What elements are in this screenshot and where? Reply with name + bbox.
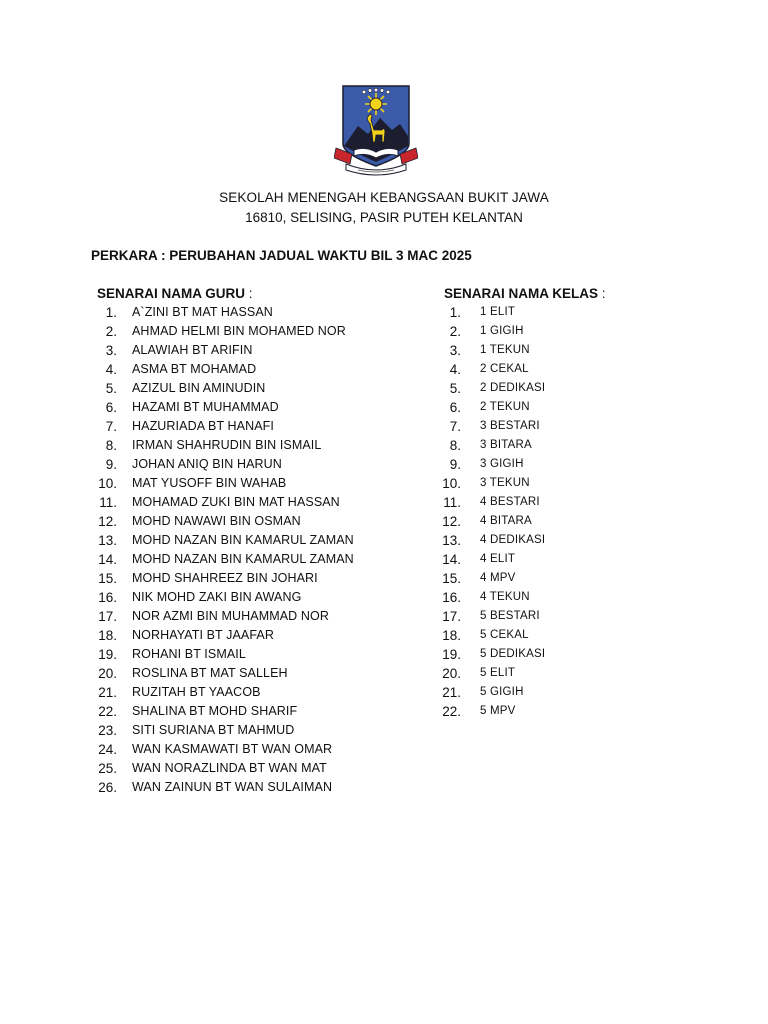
class-name: 3 BITARA	[480, 439, 532, 451]
teacher-item	[91, 588, 354, 607]
class-name: 3 TEKUN	[480, 477, 530, 489]
class-heading-colon: :	[598, 286, 606, 301]
teacher-number: 19.	[98, 647, 117, 662]
class-number: 5.	[449, 381, 461, 396]
class-item	[441, 550, 545, 569]
document-subject: PERKARA : PERUBAHAN JADUAL WAKTU BIL 3 MAC 2025	[91, 248, 472, 263]
class-number: 4.	[449, 362, 461, 377]
teacher-item	[91, 683, 354, 702]
teacher-number: 4.	[105, 362, 117, 377]
class-number: 16.	[442, 590, 461, 605]
class-number: 8.	[449, 438, 461, 453]
class-item	[441, 341, 545, 360]
teacher-number: 17.	[98, 609, 117, 624]
class-name: 4 ELIT	[480, 553, 516, 565]
class-name: 5 DEDIKASI	[480, 648, 546, 660]
class-item	[441, 360, 545, 379]
teacher-number: 26.	[98, 780, 117, 795]
teacher-name: ASMA BT MOHAMAD	[132, 362, 257, 376]
class-number: 22.	[442, 704, 461, 719]
teacher-list-heading	[97, 286, 253, 301]
teacher-number: 20.	[98, 666, 117, 681]
teacher-name: JOHAN ANIQ BIN HARUN	[132, 457, 282, 471]
class-number: 19.	[442, 647, 461, 662]
teacher-number: 5.	[105, 381, 117, 396]
teacher-item	[91, 759, 354, 778]
teacher-number: 25.	[98, 761, 117, 776]
teacher-name: AHMAD HELMI BIN MOHAMED NOR	[132, 324, 346, 338]
class-name: 5 CEKAL	[480, 629, 529, 641]
class-list	[441, 303, 545, 721]
teacher-heading-text: SENARAI NAMA GURU	[97, 286, 245, 301]
teacher-number: 8.	[105, 438, 117, 453]
class-item	[441, 626, 545, 645]
class-item	[441, 303, 545, 322]
teacher-name: SHALINA BT MOHD SHARIF	[132, 704, 298, 718]
class-number: 21.	[442, 685, 461, 700]
school-name: SEKOLAH MENENGAH KEBANGSAAN BUKIT JAWA	[219, 190, 549, 205]
teacher-item	[91, 626, 354, 645]
class-item	[441, 379, 545, 398]
teacher-number: 22.	[98, 704, 117, 719]
teacher-item	[91, 740, 354, 759]
teacher-item	[91, 607, 354, 626]
teacher-item	[91, 417, 354, 436]
class-item	[441, 569, 545, 588]
teacher-number: 15.	[98, 571, 117, 586]
teacher-item	[91, 550, 354, 569]
teacher-heading-colon: :	[245, 286, 253, 301]
teacher-number: 7.	[105, 419, 117, 434]
teacher-item	[91, 531, 354, 550]
class-name: 5 ELIT	[480, 667, 516, 679]
teacher-name: MOHD NAZAN BIN KAMARUL ZAMAN	[132, 552, 354, 566]
teacher-name: IRMAN SHAHRUDIN BIN ISMAIL	[132, 438, 322, 452]
teacher-number: 1.	[105, 305, 117, 320]
teacher-number: 23.	[98, 723, 117, 738]
teacher-item	[91, 493, 354, 512]
class-name: 5 GIGIH	[480, 686, 524, 698]
teacher-number: 13.	[98, 533, 117, 548]
teacher-item	[91, 702, 354, 721]
class-name: 4 DEDIKASI	[480, 534, 546, 546]
class-number: 12.	[442, 514, 461, 529]
class-name: 5 MPV	[480, 705, 516, 717]
teacher-name: WAN NORAZLINDA BT WAN MAT	[132, 761, 327, 775]
teacher-number: 2.	[105, 324, 117, 339]
class-number: 18.	[442, 628, 461, 643]
teacher-item	[91, 341, 354, 360]
class-item	[441, 455, 545, 474]
school-crest-logo	[334, 84, 418, 180]
teacher-number: 14.	[98, 552, 117, 567]
teacher-item	[91, 721, 354, 740]
class-name: 2 DEDIKASI	[480, 382, 546, 394]
teacher-number: 21.	[98, 685, 117, 700]
class-name: 1 TEKUN	[480, 344, 530, 356]
class-name: 4 BITARA	[480, 515, 532, 527]
teacher-number: 9.	[105, 457, 117, 472]
teacher-name: MOHAMAD ZUKI BIN MAT HASSAN	[132, 495, 340, 509]
class-number: 11.	[443, 495, 461, 510]
class-item	[441, 664, 545, 683]
class-item	[441, 474, 545, 493]
teacher-name: WAN KASMAWATI BT WAN OMAR	[132, 742, 333, 756]
teacher-number: 12.	[98, 514, 117, 529]
class-name: 5 BESTARI	[480, 610, 540, 622]
class-number: 2.	[449, 324, 461, 339]
class-item	[441, 607, 545, 626]
teacher-name: MAT YUSOFF BIN WAHAB	[132, 476, 287, 490]
class-heading-text: SENARAI NAMA KELAS	[444, 286, 599, 301]
class-name: 4 MPV	[480, 572, 516, 584]
teacher-name: RUZITAH BT YAACOB	[132, 685, 261, 699]
class-number: 10.	[442, 476, 461, 491]
teacher-item	[91, 379, 354, 398]
class-number: 14.	[442, 552, 461, 567]
teacher-name: NORHAYATI BT JAAFAR	[132, 628, 274, 642]
class-item	[441, 493, 545, 512]
teacher-item	[91, 512, 354, 531]
class-number: 1.	[449, 305, 461, 320]
teacher-item	[91, 322, 354, 341]
teacher-name: MOHD NAZAN BIN KAMARUL ZAMAN	[132, 533, 354, 547]
class-name: 3 BESTARI	[480, 420, 540, 432]
teacher-item	[91, 664, 354, 683]
class-number: 17.	[442, 609, 461, 624]
teacher-number: 6.	[105, 400, 117, 415]
teacher-number: 18.	[98, 628, 117, 643]
teacher-item	[91, 360, 354, 379]
class-item	[441, 398, 545, 417]
teacher-item	[91, 436, 354, 455]
class-item	[441, 531, 545, 550]
teacher-list	[91, 303, 354, 797]
teacher-item	[91, 455, 354, 474]
teacher-item	[91, 303, 354, 322]
teacher-name: A`ZINI BT MAT HASSAN	[132, 305, 273, 319]
teacher-name: NOR AZMI BIN MUHAMMAD NOR	[132, 609, 329, 623]
class-name: 2 CEKAL	[480, 363, 529, 375]
class-number: 15.	[442, 571, 461, 586]
teacher-item	[91, 474, 354, 493]
school-address: 16810, SELISING, PASIR PUTEH KELANTAN	[245, 210, 523, 225]
teacher-number: 11.	[99, 495, 117, 510]
teacher-number: 3.	[105, 343, 117, 358]
teacher-number: 16.	[98, 590, 117, 605]
teacher-name: ROHANI BT ISMAIL	[132, 647, 246, 661]
class-name: 3 GIGIH	[480, 458, 524, 470]
teacher-name: MOHD NAWAWI BIN OSMAN	[132, 514, 301, 528]
teacher-name: AZIZUL BIN AMINUDIN	[132, 381, 266, 395]
class-item	[441, 645, 545, 664]
class-number: 9.	[449, 457, 461, 472]
teacher-name: SITI SURIANA BT MAHMUD	[132, 723, 295, 737]
class-item	[441, 702, 545, 721]
teacher-item	[91, 645, 354, 664]
class-item	[441, 436, 545, 455]
class-item	[441, 683, 545, 702]
teacher-name: HAZURIADA BT HANAFI	[132, 419, 274, 433]
teacher-item	[91, 569, 354, 588]
teacher-name: NIK MOHD ZAKI BIN AWANG	[132, 590, 302, 604]
class-number: 6.	[449, 400, 461, 415]
class-item	[441, 588, 545, 607]
teacher-name: ROSLINA BT MAT SALLEH	[132, 666, 288, 680]
teacher-name: ALAWIAH BT ARIFIN	[132, 343, 253, 357]
class-number: 13.	[442, 533, 461, 548]
class-name: 1 ELIT	[480, 306, 516, 318]
class-item	[441, 322, 545, 341]
class-number: 3.	[449, 343, 461, 358]
teacher-number: 10.	[98, 476, 117, 491]
teacher-name: WAN ZAINUN BT WAN SULAIMAN	[132, 780, 333, 794]
class-number: 7.	[449, 419, 461, 434]
teacher-item	[91, 398, 354, 417]
teacher-name: HAZAMI BT MUHAMMAD	[132, 400, 279, 414]
class-name: 4 BESTARI	[480, 496, 540, 508]
class-name: 2 TEKUN	[480, 401, 530, 413]
teacher-item	[91, 778, 354, 797]
class-name: 1 GIGIH	[480, 325, 524, 337]
class-item	[441, 512, 545, 531]
class-list-heading	[444, 286, 606, 301]
class-number: 20.	[442, 666, 461, 681]
teacher-name: MOHD SHAHREEZ BIN JOHARI	[132, 571, 318, 585]
class-item	[441, 417, 545, 436]
class-name: 4 TEKUN	[480, 591, 530, 603]
teacher-number: 24.	[98, 742, 117, 757]
